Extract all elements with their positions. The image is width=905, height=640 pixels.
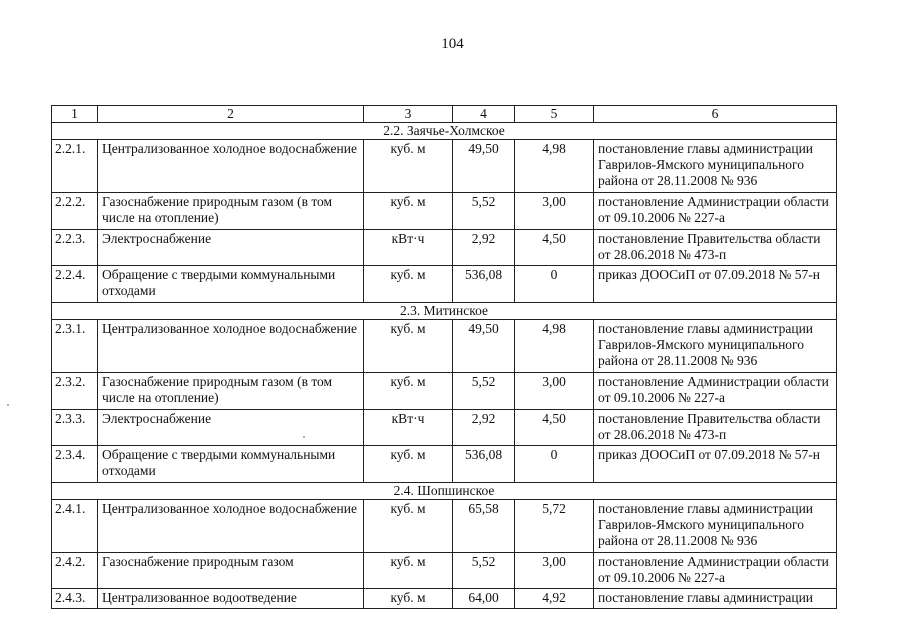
tariff-value: 3,00 [515,373,594,410]
unit: куб. м [364,553,453,589]
unit: кВт·ч [364,230,453,266]
section-title: 2.3. Митинское [52,303,837,320]
header-row [52,106,837,123]
page-number: 104 [441,36,464,52]
service-name: Газоснабжение природным газом (в том числе на отопление) [98,193,364,230]
header-cell: 3 [364,106,453,123]
volume-value: 5,52 [453,193,515,230]
legal-document: постановление Администрации области от 09.10.2006 № 227-а [594,193,837,230]
tariff-value: 3,00 [515,193,594,230]
header-cell: 5 [515,106,594,123]
header-cell: 2 [98,106,364,123]
header-cell: 4 [453,106,515,123]
legal-document: постановление главы администрации Гаврилов-Ямского муниципального района от 28.11.2008 № 936 [594,320,837,373]
volume-value: 64,00 [453,589,515,609]
table-row [52,320,837,373]
legal-document: постановление главы администрации Гаврилов-Ямского муниципального района от 28.11.2008 № 936 [594,140,837,193]
tariff-value: 5,72 [515,500,594,553]
table-row [52,410,837,446]
tariff-table [51,105,837,609]
row-number: 2.3.4. [52,446,98,483]
volume-value: 65,58 [453,500,515,553]
row-number: 2.4.3. [52,589,98,609]
service-name: Газоснабжение природным газом (в том числе на отопление) [98,373,364,410]
legal-document: постановление Правительства области от 28.06.2018 № 473-п [594,230,837,266]
tariff-value: 4,98 [515,140,594,193]
header-cell: 6 [594,106,837,123]
volume-value: 2,92 [453,230,515,266]
table-row [52,140,837,193]
volume-value: 49,50 [453,320,515,373]
tariff-value: 0 [515,446,594,483]
table-row [52,553,837,589]
unit: куб. м [364,320,453,373]
legal-document: приказ ДООСиП от 07.09.2018 № 57-н [594,266,837,303]
tariff-value: 4,92 [515,589,594,609]
volume-value: 536,08 [453,266,515,303]
legal-document: постановление главы администрации [594,589,837,609]
legal-document: постановление Администрации области от 09.10.2006 № 227-а [594,373,837,410]
volume-value: 49,50 [453,140,515,193]
tariff-value: 4,50 [515,410,594,446]
unit: куб. м [364,446,453,483]
table-row [52,589,837,609]
unit: куб. м [364,500,453,553]
volume-value: 5,52 [453,373,515,410]
tariff-value: 0 [515,266,594,303]
service-name: Обращение с твердыми коммунальными отходами [98,446,364,483]
section-title: 2.4. Шопшинское [52,483,837,500]
row-number: 2.2.2. [52,193,98,230]
unit: куб. м [364,373,453,410]
legal-document: постановление Администрации области от 09.10.2006 № 227-а [594,553,837,589]
tariff-value: 3,00 [515,553,594,589]
row-number: 2.3.2. [52,373,98,410]
row-number: 2.2.3. [52,230,98,266]
table-row [52,500,837,553]
row-number: 2.2.1. [52,140,98,193]
row-number: 2.4.2. [52,553,98,589]
section-row [52,483,837,500]
table-row [52,230,837,266]
row-number: 2.2.4. [52,266,98,303]
service-name: Обращение с твердыми коммунальными отходами [98,266,364,303]
service-name: Централизованное холодное водоснабжение [98,140,364,193]
unit: кВт·ч [364,410,453,446]
table-row [52,266,837,303]
legal-document: приказ ДООСиП от 07.09.2018 № 57-н [594,446,837,483]
unit: куб. м [364,140,453,193]
service-name: Электроснабжение [98,230,364,266]
row-number: 2.3.1. [52,320,98,373]
legal-document: постановление Правительства области от 28.06.2018 № 473-п [594,410,837,446]
row-number: 2.4.1. [52,500,98,553]
section-row [52,123,837,140]
unit: куб. м [364,589,453,609]
volume-value: 2,92 [453,410,515,446]
table-row [52,446,837,483]
unit: куб. м [364,193,453,230]
scan-speck [7,404,9,406]
table-row [52,373,837,410]
header-cell: 1 [52,106,98,123]
scan-speck [303,436,305,438]
section-row [52,303,837,320]
service-name: Централизованное холодное водоснабжение [98,500,364,553]
tariff-value: 4,98 [515,320,594,373]
row-number: 2.3.3. [52,410,98,446]
tariff-value: 4,50 [515,230,594,266]
volume-value: 5,52 [453,553,515,589]
section-title: 2.2. Заячье-Холмское [52,123,837,140]
table-row [52,193,837,230]
service-name: Централизованное водоотведение [98,589,364,609]
volume-value: 536,08 [453,446,515,483]
service-name: Газоснабжение природным газом [98,553,364,589]
unit: куб. м [364,266,453,303]
legal-document: постановление главы администрации Гаврилов-Ямского муниципального района от 28.11.2008 № 936 [594,500,837,553]
service-name: Централизованное холодное водоснабжение [98,320,364,373]
service-name: Электроснабжение [98,410,364,446]
